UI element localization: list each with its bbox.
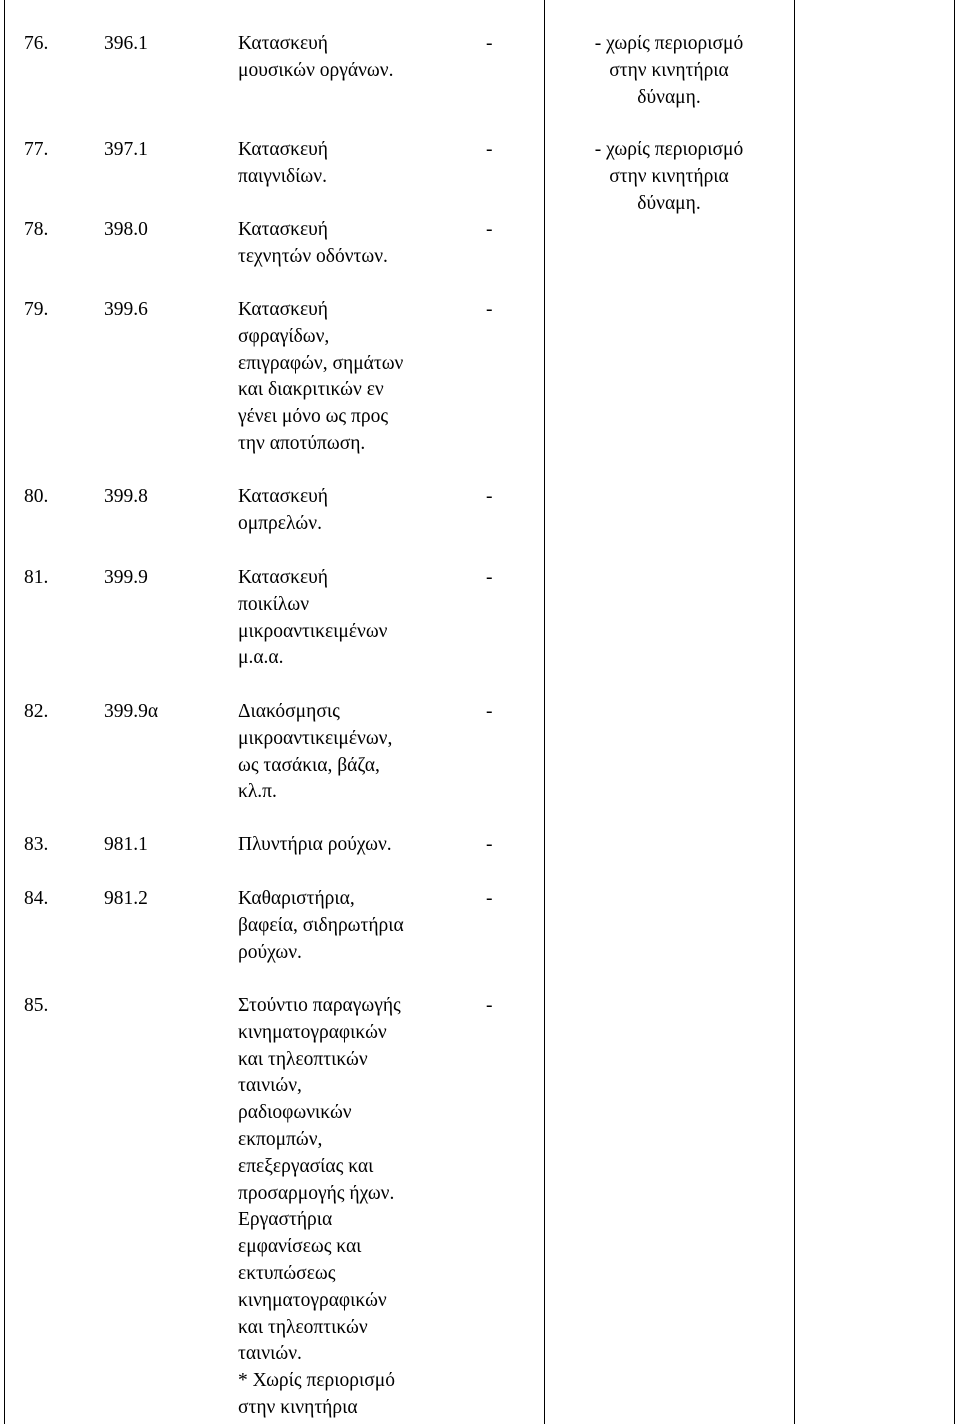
- description-line: ως τασάκια, βάζα,: [238, 754, 380, 776]
- row-dash: -: [486, 567, 493, 588]
- row-code: 396.1: [104, 33, 148, 54]
- description-line: μικροαντικειμένων,: [238, 727, 393, 749]
- row-dash: -: [486, 834, 493, 855]
- note-line: στην κινητήρια: [609, 59, 729, 81]
- row-number: 78.: [24, 219, 49, 240]
- row-number: 76.: [24, 33, 49, 54]
- description-line: εκπομπών,: [238, 1128, 323, 1150]
- description-line: κινηματογραφικών: [238, 1021, 387, 1043]
- row-dash: -: [486, 888, 493, 909]
- note-line: δύναμη.: [637, 86, 701, 108]
- row-dash: -: [486, 219, 493, 240]
- table-border-right: [954, 0, 955, 1424]
- table-border-left: [4, 0, 5, 1424]
- description-line: και τηλεοπτικών: [238, 1316, 368, 1338]
- description-line: ρούχων.: [238, 941, 302, 963]
- row-description: [238, 699, 453, 806]
- description-line: Κατασκευή: [238, 567, 329, 588]
- description-line: παιγνιδίων.: [238, 165, 327, 187]
- row-number: 80.: [24, 486, 49, 507]
- description-line: μουσικών οργάνων.: [238, 59, 394, 81]
- row-code: 981.2: [104, 888, 148, 909]
- description-line: * Χωρίς περιορισμό: [238, 1370, 395, 1392]
- row-dash: -: [486, 139, 493, 160]
- table-divider-2: [794, 0, 795, 1424]
- description-line: επεξεργασίας και: [238, 1155, 374, 1177]
- note-line: δύναμη.: [637, 192, 701, 214]
- description-line: εμφανίσεως και: [238, 1236, 362, 1258]
- row-dash: -: [486, 486, 493, 507]
- note-line: - χωρίς περιορισμό: [594, 139, 744, 160]
- description-line: σφραγίδων,: [238, 325, 330, 347]
- row-dash: -: [486, 33, 493, 54]
- row-number: 79.: [24, 299, 49, 320]
- description-line: Κατασκευή: [238, 33, 329, 54]
- row-description: [238, 993, 453, 1422]
- row-number: 83.: [24, 834, 49, 855]
- row-number: 84.: [24, 888, 49, 909]
- description-line: Εργαστήρια: [238, 1209, 333, 1231]
- description-line: επιγραφών, σημάτων: [238, 352, 404, 374]
- row-code: 399.6: [104, 299, 148, 320]
- description-line: και τηλεοπτικών: [238, 1048, 368, 1070]
- row-description: [238, 886, 453, 966]
- note-line: - χωρίς περιορισμό: [594, 33, 744, 54]
- description-line: κινηματογραφικών: [238, 1289, 387, 1311]
- description-line: στην κινητήρια: [238, 1396, 358, 1418]
- row-description: [238, 832, 453, 859]
- description-line: Καθαριστήρια,: [238, 888, 355, 909]
- description-line: ταινιών,: [238, 1075, 302, 1097]
- row-number: 81.: [24, 567, 49, 588]
- description-line: προσαρμογής ήχων.: [238, 1182, 395, 1204]
- description-line: ομπρελών.: [238, 512, 322, 534]
- description-line: Κατασκευή: [238, 219, 329, 240]
- row-description: [238, 31, 453, 85]
- row-code: 399.8: [104, 486, 148, 507]
- row-description: [238, 217, 453, 271]
- row-description: [238, 565, 453, 672]
- description-line: γένει μόνο ως προς: [238, 406, 389, 428]
- row-number: 82.: [24, 701, 49, 722]
- row-description: [238, 137, 453, 191]
- description-line: ποικίλων: [238, 593, 310, 615]
- description-line: την αποτύπωση.: [238, 432, 366, 454]
- description-line: Κατασκευή: [238, 486, 329, 507]
- row-number: 77.: [24, 139, 49, 160]
- row-code: 399.9: [104, 567, 148, 588]
- description-line: ραδιοφωνικών: [238, 1102, 352, 1124]
- row-code: 397.1: [104, 139, 148, 160]
- row-dash: -: [486, 701, 493, 722]
- row-description: [238, 484, 453, 538]
- table-divider-1: [544, 0, 545, 1424]
- row-number: 85.: [24, 995, 49, 1016]
- description-line: τεχνητών οδόντων.: [238, 245, 388, 267]
- description-line: ταινιών.: [238, 1343, 302, 1365]
- note-line: στην κινητήρια: [609, 165, 729, 187]
- description-line: Κατασκευή: [238, 299, 329, 320]
- description-line: μικροαντικειμένων: [238, 620, 388, 642]
- row-description: [238, 297, 453, 458]
- description-line: κλ.π.: [238, 781, 277, 803]
- description-line: και διακριτικών εν: [238, 379, 384, 401]
- description-line: Πλυντήρια ρούχων.: [238, 834, 392, 855]
- row-dash: -: [486, 299, 493, 320]
- row-note: [560, 31, 778, 111]
- row-dash: -: [486, 995, 493, 1016]
- row-code: 981.1: [104, 834, 148, 855]
- description-line: μ.α.α.: [238, 647, 284, 669]
- row-code: 398.0: [104, 219, 148, 240]
- row-code: 399.9α: [104, 701, 159, 722]
- description-line: βαφεία, σιδηρωτήρια: [238, 914, 404, 936]
- row-note: [560, 137, 778, 217]
- description-line: εκτυπώσεως: [238, 1262, 336, 1284]
- description-line: Στούντιο παραγωγής: [238, 995, 401, 1016]
- description-line: Διακόσμησις: [238, 701, 340, 722]
- description-line: Κατασκευή: [238, 139, 329, 160]
